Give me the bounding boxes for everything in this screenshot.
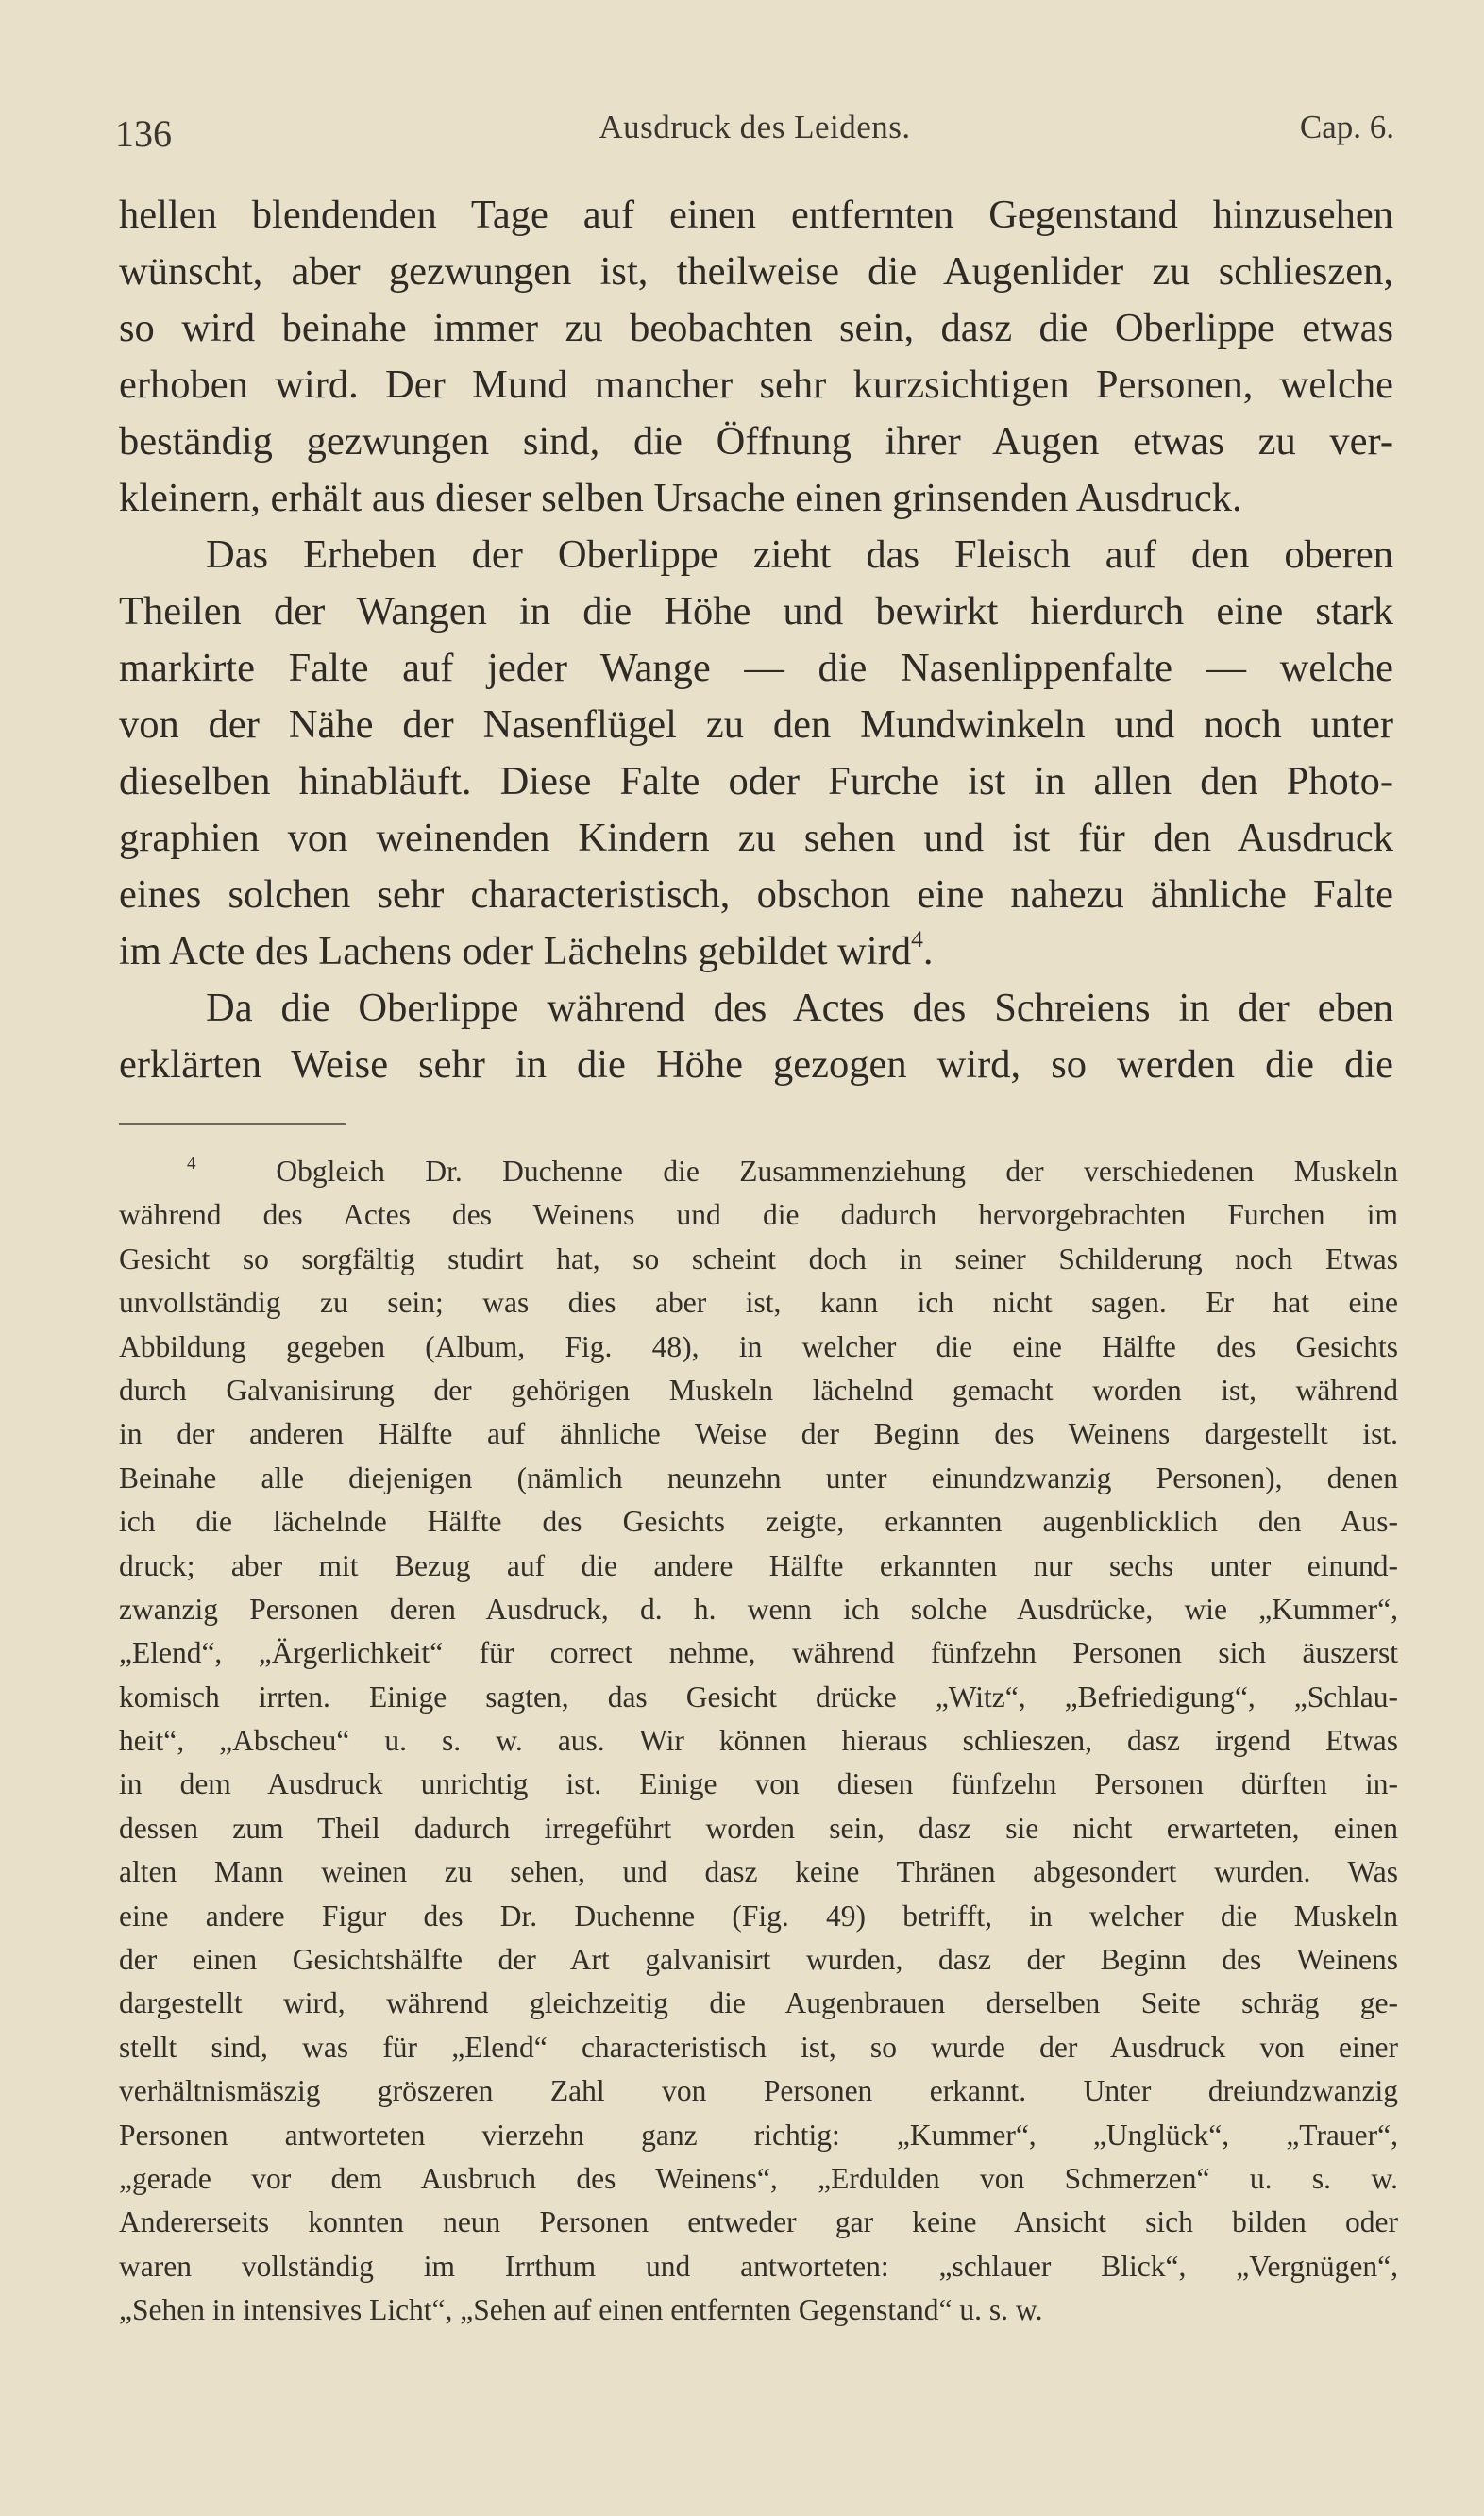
footnote-marker: 4 [187, 1153, 196, 1174]
footnote-line: dessen zum Theil dadurch irregeführt worden sein, dasz sie nicht erwarteten, einen [119, 1811, 1398, 1845]
text-line: so wird beinahe immer zu beobachten sein, dasz die Oberlippe etwas [119, 306, 1393, 350]
footnote-line: in der anderen Hälfte auf ähnliche Weise der Beginn des Weinens dargestellt ist. [119, 1417, 1398, 1451]
footnote-line: Andererseits konnten neun Personen entweder gar keine Ansicht sich bilden oder [119, 2205, 1398, 2239]
text-line: hellen blendenden Tage auf einen entfernten Gegenstand hinzusehen [119, 193, 1393, 237]
text-line: von der Nähe der Nasenflügel zu den Mundwinkeln und noch unter [119, 702, 1393, 747]
footnote-line: „gerade vor dem Ausbruch des Weinens“, „Erdulden von Schmerzen“ u. s. w. [119, 2161, 1398, 2195]
text-line: Das Erheben der Oberlippe zieht das Fleisch auf den oberen [206, 532, 1393, 577]
page-header [115, 104, 1394, 160]
text-line: wünscht, aber gezwungen ist, theilweise die Augenlider zu schlieszen, [119, 249, 1393, 294]
text-line: eines solchen sehr characteristisch, obschon eine nahezu ähnliche Falte [119, 872, 1393, 917]
text-line: erhoben wird. Der Mund mancher sehr kurzsichtigen Personen, welche [119, 363, 1393, 407]
footnote-line: der einen Gesichtshälfte der Art galvanisirt wurden, dasz der Beginn des Weinens [119, 1943, 1398, 1977]
body-text [119, 187, 1393, 1093]
footnote-line: „Sehen in intensives Licht“, „Sehen auf einen entfernten Gegenstand“ u. s. w. [119, 2293, 1043, 2327]
text-line: erklärten Weise sehr in die Höhe gezogen wird, so werden die die [119, 1042, 1393, 1087]
text-line: im Acte des Lachens oder Lächelns gebildet wird [119, 929, 912, 973]
footnote-line: Abbildung gegeben (Album, Fig. 48), in welcher die eine Hälfte des Gesichts [119, 1329, 1398, 1363]
page-number: 136 [115, 112, 172, 155]
footnote-line: heit“, „Abscheu“ u. s. w. aus. Wir können hieraus schlieszen, dasz irgend Etwas [119, 1724, 1398, 1758]
footnote-line: komisch irrten. Einige sagten, das Gesicht drücke „Witz“, „Befriedigung“, „Schlau- [119, 1680, 1398, 1714]
text-line: Da die Oberlippe während des Actes des Schreiens in der eben [206, 986, 1393, 1030]
chapter-label: Cap. 6. [1299, 109, 1394, 145]
footnote-line: druck; aber mit Bezug auf die andere Hälfte erkannten nur sechs unter einund- [119, 1548, 1398, 1582]
footnote-line: stellt sind, was für „Elend“ characteristisch ist, so wurde der Ausdruck von einer [119, 2030, 1398, 2064]
footnote-line: in dem Ausdruck unrichtig ist. Einige von diesen fünfzehn Personen dürften in- [119, 1767, 1398, 1801]
footnote-line: „Elend“, „Ärgerlichkeit“ für correct nehme, während fünfzehn Personen sich äuszerst [119, 1636, 1398, 1670]
footnote-line: ich die lächelnde Hälfte des Gesichts zeigte, erkannten augenblicklich den Aus- [119, 1505, 1398, 1539]
footnote-line: verhältnismäszig gröszeren Zahl von Personen erkannt. Unter dreiundzwanzig [119, 2074, 1398, 2108]
text-line: beständig gezwungen sind, die Öffnung ihrer Augen etwas zu ver- [119, 419, 1393, 464]
footnote-line: dargestellt wird, während gleichzeitig die Augenbrauen derselben Seite schräg ge- [119, 1986, 1398, 2020]
text-line: dieselben hinabläuft. Diese Falte oder Furche ist in allen den Photo- [119, 759, 1393, 803]
text-line: markirte Falte auf jeder Wange — die Nasenlippenfalte — welche [119, 646, 1393, 690]
footnote-text: Obgleich Dr. Duchenne die Zusammenziehung der verschiedenen Muskeln [276, 1155, 1398, 1188]
text-line: kleinern, erhält aus dieser selben Ursache einen grinsenden Ausdruck. [119, 476, 1242, 520]
text-line-with-footnote: im Acte des Lachens oder Lächelns gebildet wird$^4$. [119, 925, 934, 973]
footnote-reference[interactable]: 4 [911, 925, 923, 954]
running-title: Ausdruck des Leidens. [599, 109, 911, 145]
footnote [119, 1150, 1398, 2333]
footnote-line: waren vollständig im Irrthum und antworteten: „schlauer Blick“, „Vergnügen“, [119, 2249, 1398, 2283]
footnote-line: eine andere Figur des Dr. Duchenne (Fig. 49) betrifft, in welcher die Muskeln [119, 1899, 1398, 1933]
footnote-line: alten Mann weinen zu sehen, und dasz keine Thränen abgesondert wurden. Was [119, 1855, 1398, 1889]
footnote-divider [119, 1123, 346, 1125]
footnote-line [119, 1150, 1398, 1193]
footnote-line: unvollständig zu sein; was dies aber ist, kann ich nicht sagen. Er hat eine [119, 1286, 1398, 1320]
text-line: Theilen der Wangen in die Höhe und bewirkt hierdurch eine stark [119, 589, 1393, 633]
footnote-line: durch Galvanisirung der gehörigen Muskeln lächelnd gemacht worden ist, während [119, 1373, 1398, 1407]
footnote-line: Beinahe alle diejenigen (nämlich neunzehn unter einundzwanzig Personen), denen [119, 1461, 1398, 1494]
footnote-line: Gesicht so sorgfältig studirt hat, so scheint doch in seiner Schilderung noch Etwas [119, 1241, 1398, 1275]
footnote-line: zwanzig Personen deren Ausdruck, d. h. wenn ich solche Ausdrücke, wie „Kummer“, [119, 1592, 1398, 1626]
footnote-line: während des Actes des Weinens und die dadurch hervorgebrachten Furchen im [119, 1198, 1398, 1232]
text-line: graphien von weinenden Kindern zu sehen und ist für den Ausdruck [119, 816, 1393, 860]
footnote-line: Personen antworteten vierzehn ganz richtig: „Kummer“, „Unglück“, „Trauer“, [119, 2118, 1398, 2152]
